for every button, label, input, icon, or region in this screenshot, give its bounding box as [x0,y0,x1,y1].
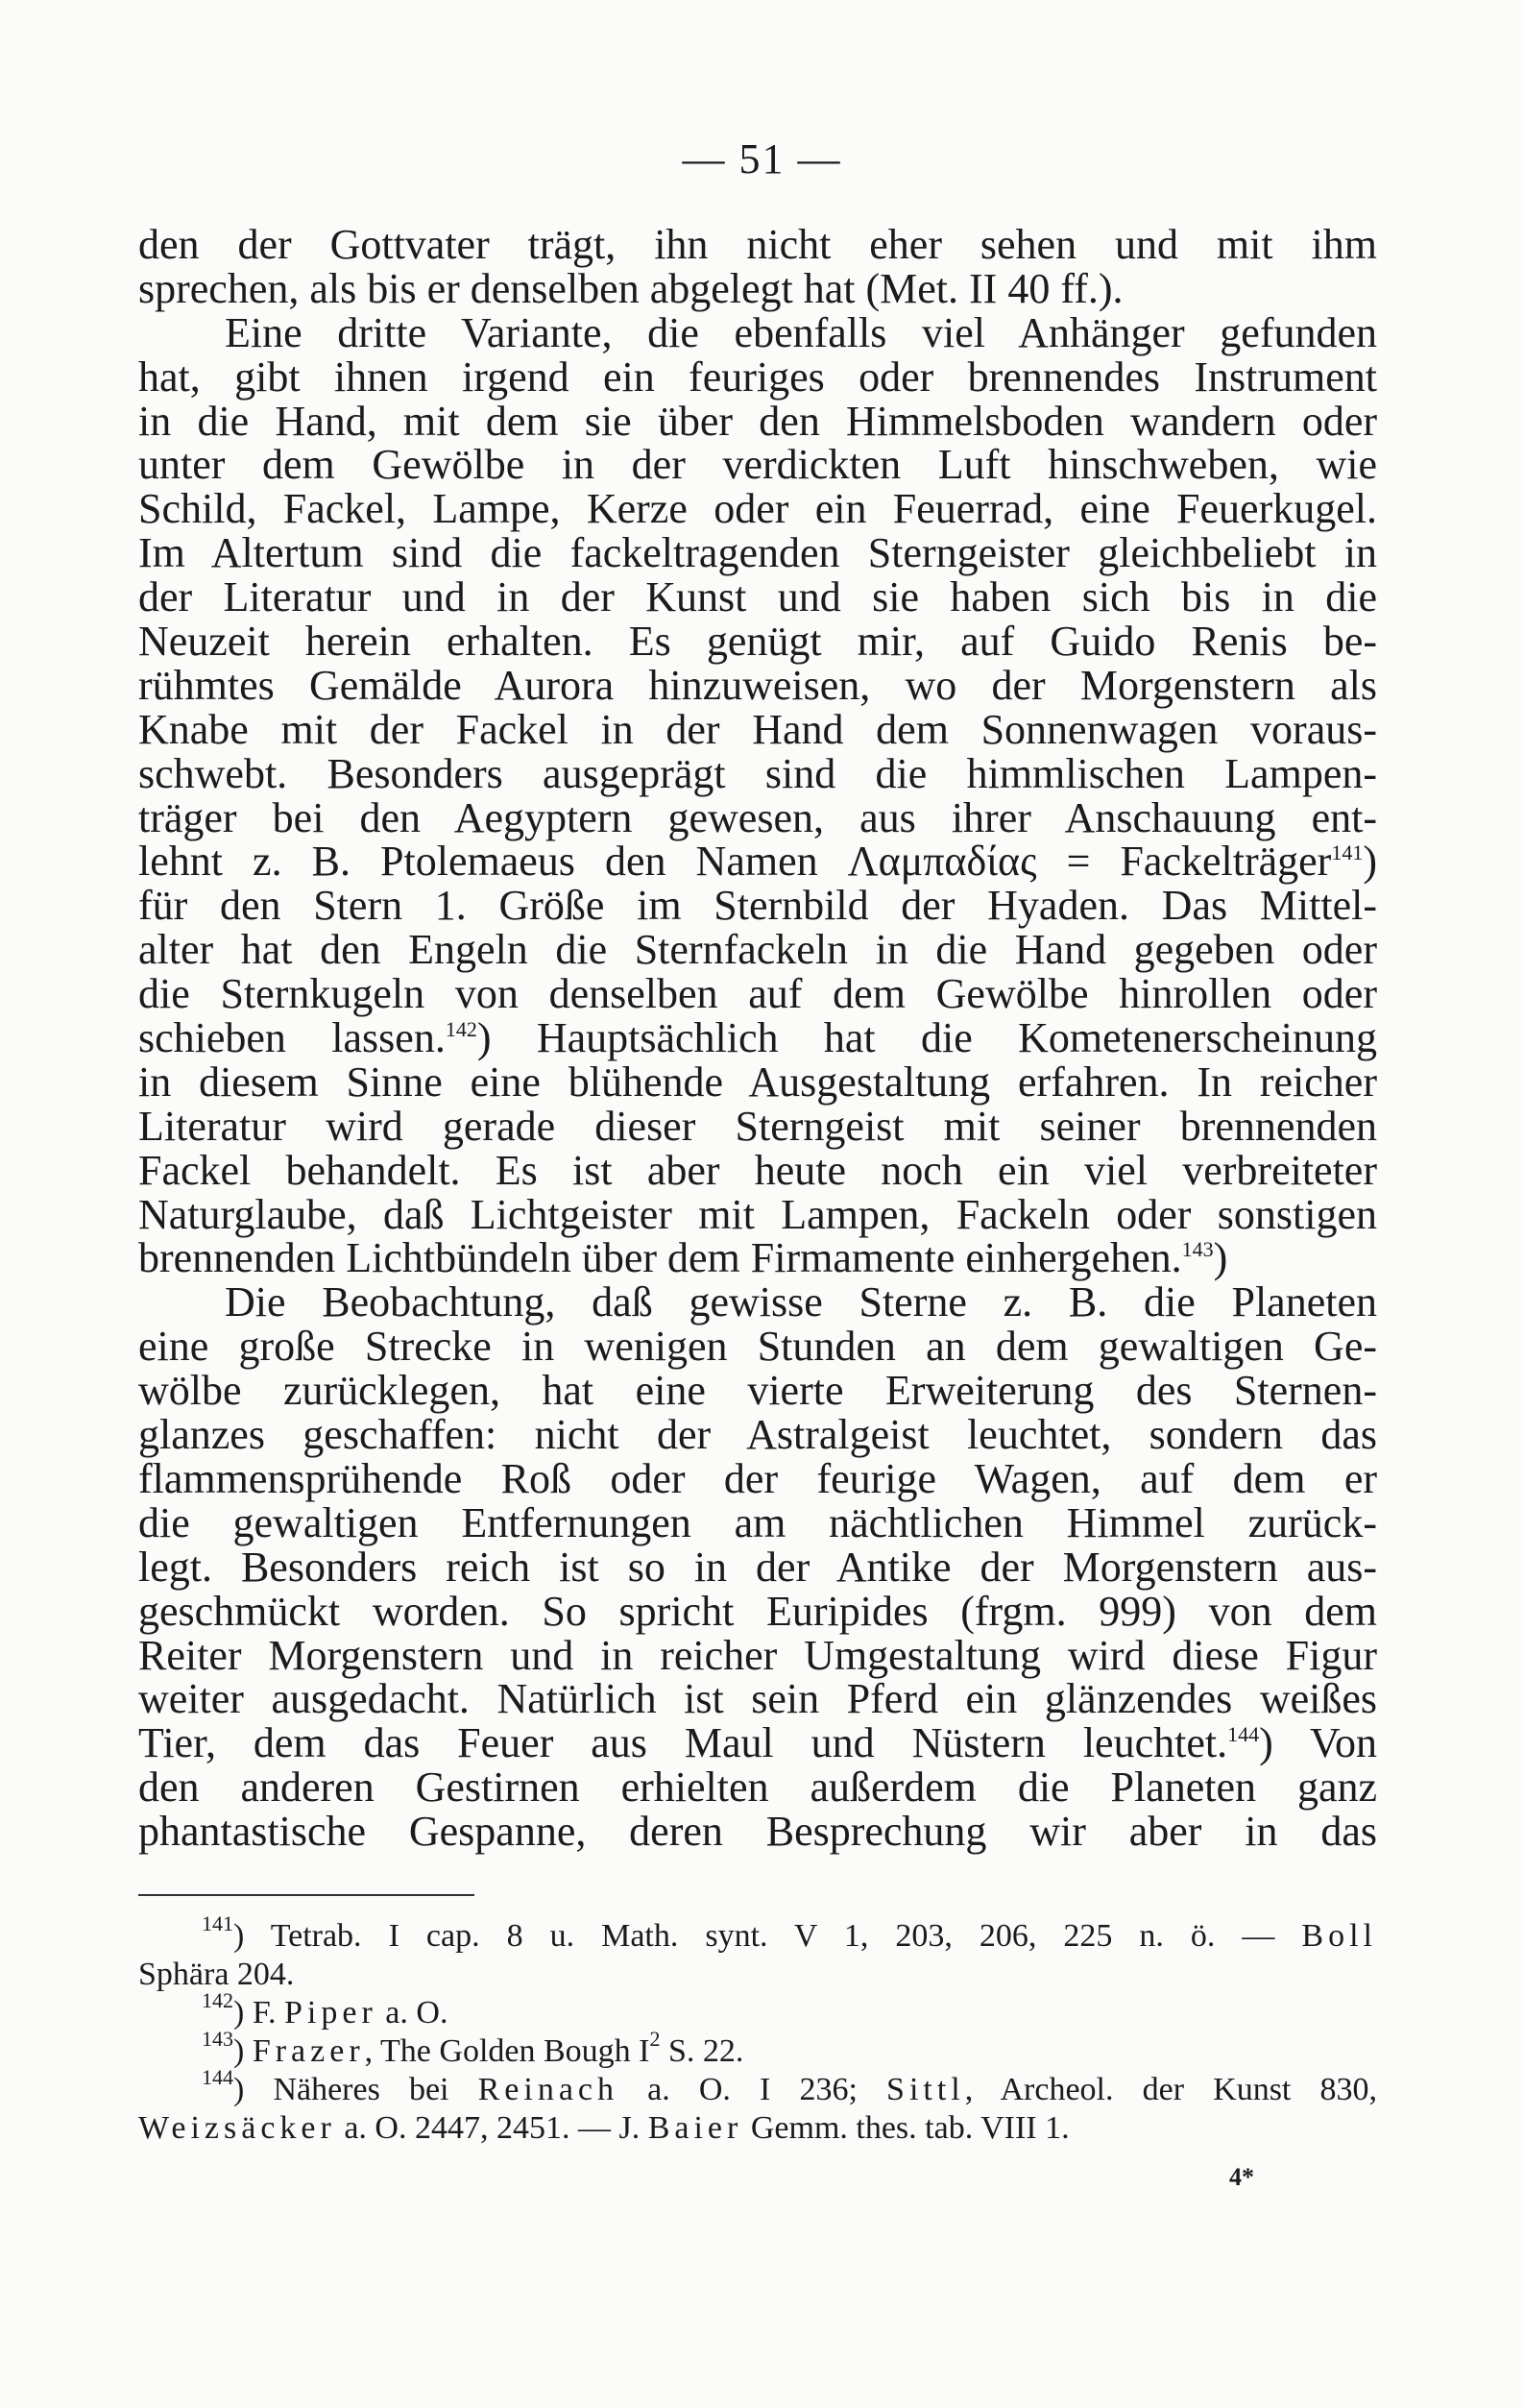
text-line: Im Altertum sind die fackeltragenden Sterngeister gleichbeliebt in [138,529,1377,577]
text-line: den der Gottvater trägt, ihn nicht eher sehen und mit ihm [138,221,1377,268]
text-line: lehnt z. B. Ptolemaeus den Namen Λαμπαδίας = Fackelträger$^{141}$) [138,838,1377,886]
text-line: geschmückt worden. So spricht Euripides (frgm. 999) von dem [138,1587,1377,1635]
text-line: für den Stern 1. Größe im Sternbild der Hyaden. Das Mittel- [138,882,1377,930]
text-line: Schild, Fackel, Lampe, Kerze oder ein Feuerrad, eine Feuerkugel. [138,485,1377,533]
text-line: Fackel behandelt. Es ist aber heute noch ein viel verbreiteter [138,1146,1377,1194]
text-line: Eine dritte Variante, die ebenfalls viel Anhänger gefunden [225,308,1377,356]
text-line: Naturglaube, daß Lichtgeister mit Lampen, Fackeln oder sonstigen [138,1190,1377,1238]
footnote-141: $^{141}$) Tetrab. I cap. 8 u. Math. synt. V 1, 203, 206, 225 n. ö. — Boll [202,1911,1377,1954]
text-line: der Literatur und in der Kunst und sie haben sich bis in die [138,573,1377,621]
footnote-ref: 142 [445,1017,477,1042]
text-line: brennenden Lichtbündeln über dem Firmamente einhergehen.$^{143}$) [138,1234,1228,1282]
footnote-ref: 144 [1227,1722,1260,1747]
text-line: Literatur wird gerade dieser Sterngeist mit seiner brennenden [138,1102,1377,1150]
page-number: — 51 — [682,135,842,182]
text-line: wölbe zurücklegen, hat eine vierte Erweiterung des Sternen- [138,1367,1377,1415]
footnote-144: $^{144}$) Näheres bei Reinach a. O. I 236; Sittl, Archeol. der Kunst 830, [202,2065,1377,2107]
footnote-ref: 141 [1331,840,1364,865]
text-line: die Sternkugeln von denselben auf dem Gewölbe hinrollen oder [138,970,1377,1018]
text-line: den anderen Gestirnen erhielten außerdem die Planeten ganz [138,1763,1377,1812]
footnote-144-cont: Weizsäcker a. O. 2447, 2451. — J. Baier Gemm. thes. tab. VIII 1. [138,2110,1070,2146]
text-line: schieben lassen.$^{142}$) Hauptsächlich hat die Kometenerscheinung [138,1014,1377,1062]
text-line: eine große Strecke in wenigen Stunden an dem gewaltigen Ge- [138,1323,1377,1371]
footnote-141-cont: Sphära 204. [138,1957,295,1992]
text-line: Neuzeit herein erhalten. Es genügt mir, auf Guido Renis be- [138,618,1377,666]
footnotes [138,1911,1377,2148]
text-line: in diesem Sinne eine blühende Ausgestaltung erfahren. In reicher [138,1058,1377,1106]
footnote-143: $^{143}$) Frazer, The Golden Bough $I^2$ S. 22. [202,2027,744,2069]
text-line: phantastische Gespanne, deren Besprechung wir aber in das [138,1808,1377,1856]
footnote-ref: 143 [1181,1237,1214,1262]
text-line: hat, gibt ihnen irgend ein feuriges oder brennendes Instrument [138,353,1377,401]
text-line: unter dem Gewölbe in der verdickten Luft hinschweben, wie [138,441,1377,489]
text-line: die gewaltigen Entfernungen am nächtlichen Himmel zurück- [138,1498,1377,1546]
text-line: Tier, dem das Feuer aus Maul und Nüstern leuchtet.$^{144}$) Von [138,1719,1377,1767]
text-line: legt. Besonders reich ist so in der Antike der Morgenstern aus- [138,1543,1377,1591]
text-line: Knabe mit der Fackel in der Hand dem Sonnenwagen voraus- [138,705,1377,753]
text-line: schwebt. Besonders ausgeprägt sind die himmlischen Lampen- [138,749,1377,797]
body-text [138,223,1377,1854]
text-line: rühmtes Gemälde Aurora hinzuweisen, wo der Morgenstern als [138,661,1377,709]
text-line: träger bei den Aegyptern gewesen, aus ihrer Anschauung ent- [138,793,1377,841]
text-line: Reiter Morgenstern und in reicher Umgestaltung wird diese Figur [138,1631,1377,1679]
text-line: flammensprühende Roß oder der feurige Wagen, auf dem er [138,1454,1377,1502]
text-line: sprechen, als bis er denselben abgelegt hat (Met. II 40 ff.). [138,264,1124,312]
footnote-divider [138,1894,474,1896]
text-line: glanzes geschaffen: nicht der Astralgeist leuchtet, sondern das [138,1411,1377,1459]
footnote-142: $^{142}$) F. Piper a. O. [202,1988,448,2031]
text-line: Die Beobachtung, daß gewisse Sterne z. B. die Planeten [225,1278,1377,1326]
text-line: alter hat den Engeln die Sternfackeln in die Hand gegeben oder [138,926,1377,974]
printer-signature: 4* [1229,2163,1254,2191]
text-line: in die Hand, mit dem sie über den Himmelsboden wandern oder [138,397,1377,445]
text-line: weiter ausgedacht. Natürlich ist sein Pferd ein glänzendes weißes [138,1675,1377,1723]
